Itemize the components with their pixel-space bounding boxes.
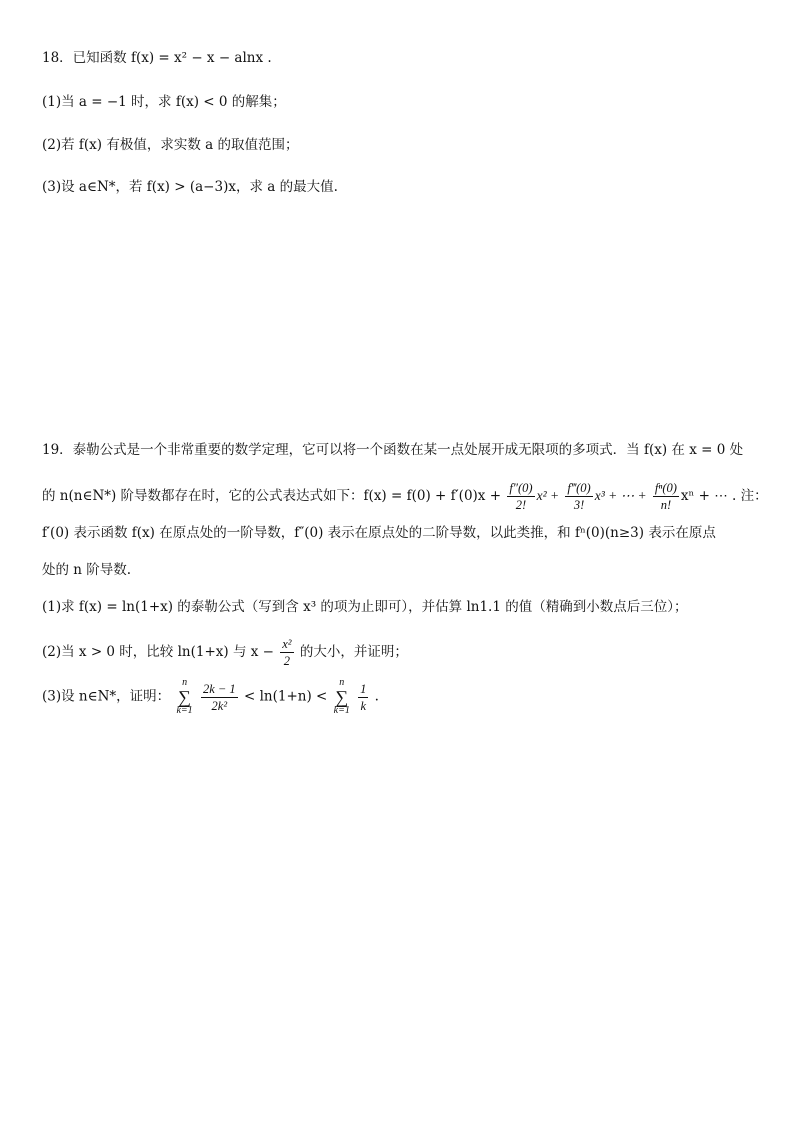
part3-right-denominator: k [360,698,367,713]
sum-right-sigma: ∑ [335,687,349,707]
q18-part2: (2)若 f(x) 有极值，求实数 a 的取值范围； [42,137,299,153]
q19-part2 [42,636,760,672]
q19-line4: 处的 n 阶导数. [42,562,132,578]
part3-middle: < ln(1+n) < [243,688,328,705]
part3-left-numerator: 2k − 1 [202,681,236,696]
q18-stem: 18．已知函数 f(x) = x² − x − alnx . [42,50,272,66]
q19-part3 [42,678,760,714]
q19-part1: (1)求 f(x) = ln(1+x) 的泰勒公式（写到含 x³ 的项为止即可），并估算 ln1.1 的值（精确到小数点后三位）； [42,599,688,615]
termn-tail: xⁿ + ⋯ . 注： [680,488,768,504]
part2-fraction [280,636,293,669]
taylor-term3-fraction [565,480,592,513]
sum-left-top: n [182,677,188,688]
term2-tail: x² + [536,488,560,503]
sum-left-sigma: ∑ [178,687,191,707]
q19-line3: f′(0) 表示函数 f(x) 在原点处的一阶导数，f″(0) 表示在原点处的二阶导数，以此类推，和 fⁿ(0)(n≥3) 表示在原点 [42,525,716,541]
part3-fraction-right [358,681,368,714]
sum-right-bottom: k=1 [333,705,350,716]
q19-taylor-formula [42,480,768,524]
term3-denominator: 3! [573,498,585,512]
termn-denominator: n! [660,498,672,512]
part3-end: . [374,688,379,705]
part2-denominator: 2 [283,654,291,668]
term2-numerator: f″(0) [509,481,533,495]
q18-part3: (3)设 a∈N*，若 f(x) > (a−3)x，求 a 的最大值. [42,179,338,195]
sum-left-bottom: k=1 [176,705,193,716]
part3-fraction-left [201,681,238,714]
term3-numerator: f‴(0) [567,481,591,495]
q18-part1: (1)当 a = −1 时，求 f(x) < 0 的解集； [42,94,286,110]
q19-part3-prefix: (3)设 n∈N*，证明： [42,688,171,705]
part2-numerator: x² [282,637,292,651]
taylor-termn-fraction [653,480,679,513]
summation-right [334,678,350,716]
q19-part2-prefix: (2)当 x > 0 时，比较 ln(1+x) 与 x − [42,644,274,660]
sum-right-top: n [339,677,345,688]
q19-line2-prefix: 的 n(n∈N*) 阶导数都存在时，它的公式表达式如下：f(x) = f(0) + f′(0)x + [42,488,502,504]
q19-line1: 19．泰勒公式是一个非常重要的数学定理，它可以将一个函数在某一点处展开成无限项的多项式．当 f(x) 在 x = 0 处 [42,442,744,458]
term3-tail: x³ + ⋯ + [594,488,647,503]
summation-left [176,678,192,716]
q19-part2-suffix: 的大小，并证明； [299,644,408,660]
taylor-term2-fraction [507,480,534,513]
part3-right-numerator: 1 [360,681,367,696]
termn-numerator: fⁿ(0) [654,481,677,495]
term2-denominator: 2! [515,498,527,512]
part3-left-denominator: 2k² [211,698,228,713]
